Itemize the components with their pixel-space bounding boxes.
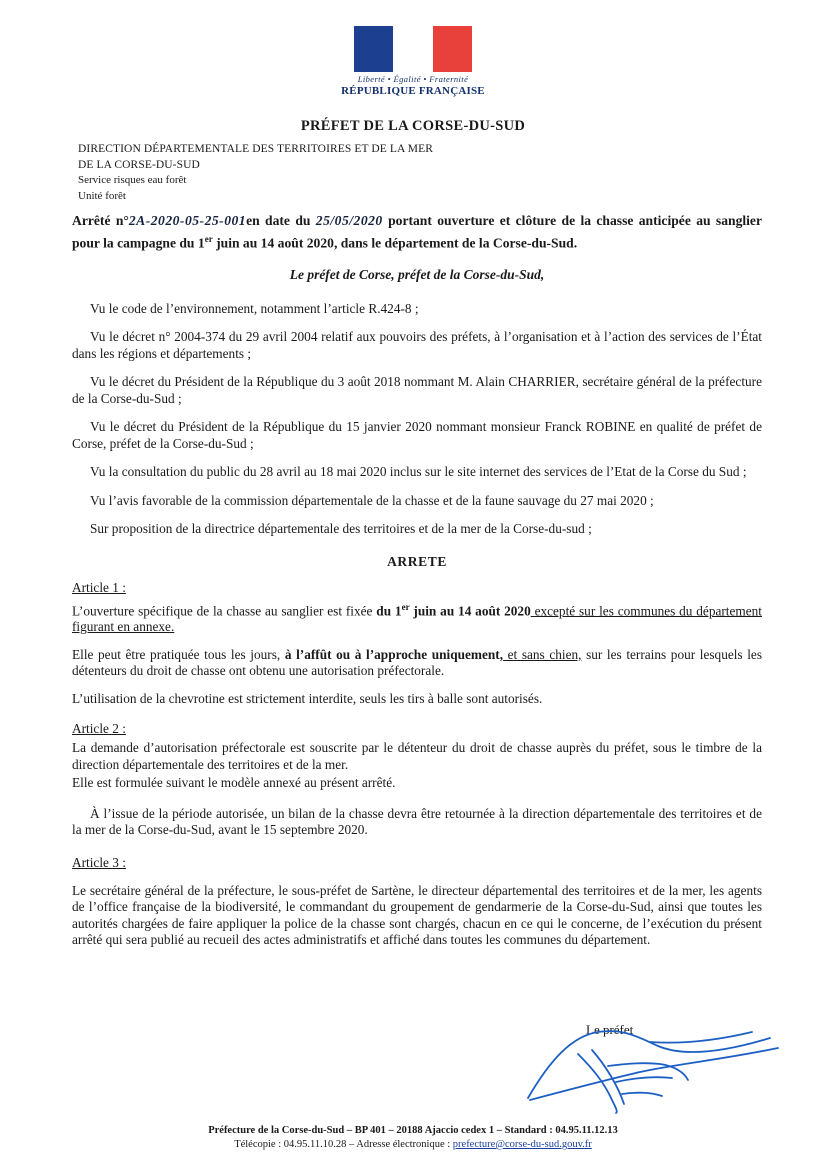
republic-logo (0, 26, 826, 97)
article-2-title: Article 2 : (72, 721, 126, 737)
direction-line-4: Unité forêt (78, 189, 126, 202)
arrete-object-sup: er (204, 234, 213, 244)
vu-item: Vu le décret du Président de la République du 3 août 2018 nommant M. Alain CHARRIER, secrétaire général de la préfecture de la Corse-du-Sud ; (72, 374, 762, 406)
article-3-title: Article 3 : (72, 854, 126, 870)
article-1-p2-end: sur les terrains pour lesquels les détenteurs du droit de chasse ont obtenu une autorisation préfectorale. (72, 646, 762, 679)
arrete-object: portant ouverture et clôture de la chasse anticipée au sanglier pour la campagne du 1 (72, 213, 762, 251)
republique-francaise-text: RÉPUBLIQUE FRANÇAISE (341, 85, 485, 97)
arrete-date-prefix: en date du (246, 213, 311, 228)
vu-item: Vu le décret n° 2004-374 du 29 avril 2004 relatif aux pouvoirs des préfets, à l’organisation et à l’action des services de l’État dans les régions et départements ; (72, 329, 762, 361)
article-2-paragraph-1: La demande d’autorisation préfectorale est souscrite par le détenteur du droit de chasse auprès du préfet, sous le timbre de la direction départementale des territoires et de la mer. (72, 740, 762, 772)
arrete-date-handwritten: 25/05/2020 (315, 213, 383, 228)
arrete-object-end: juin au 14 août 2020, dans le département de la Corse-du-Sud. (212, 235, 578, 251)
document-subtitle: Le préfet de Corse, préfet de la Corse-du-Sud, (289, 266, 545, 282)
vu-item: Vu le décret du Président de la République du 15 janvier 2020 nommant monsieur Franck ROBINE en qualité de préfet de Corse, préfet de la Corse-du-Sud ; (72, 419, 762, 451)
article-3-paragraph-1: Le secrétaire général de la préfecture, le sous-préfet de Sartène, le directeur départemental des territoires et de la mer, les agents de l’office française de la biodiversité, le commandant du groupement de gendarmerie de la Corse-du-Sud, ainsi que toutes les autorités chargées de faire appliquer la police de la chasse sont chargés, chacun en ce qui le concerne, de l’exécution du présent arrêté qui sera publié au recueil des actes administratifs et affiché dans toutes les communes du département. (72, 882, 762, 948)
arrete-prefix: Arrêté n° (72, 213, 129, 228)
article-1-p2-underlined: et sans chien, (503, 646, 582, 662)
article-1-p1-lead: L’ouverture spécifique de la chasse au sanglier est fixée (72, 602, 377, 618)
signature-label: Le préfet (586, 1022, 634, 1037)
prefet-title: PRÉFET DE LA CORSE-DU-SUD (300, 118, 526, 134)
handwritten-signature (520, 1020, 790, 1115)
vu-item: Vu le code de l’environnement, notamment l’article R.424-8 ; (90, 300, 419, 316)
direction-block (78, 142, 433, 204)
article-2-paragraph-3: À l’issue de la période autorisée, un bilan de la chasse devra être retournée à la direction départementale des territoires et de la mer de la Corse-du-Sud, avant le 15 septembre 2020. (72, 805, 762, 838)
devise-text: Liberté • Égalité • Fraternité (357, 74, 469, 84)
article-1-p1-bold-sup: er (401, 601, 410, 612)
article-1-title: Article 1 : (72, 579, 126, 595)
article-1-paragraph-2 (72, 647, 762, 680)
vu-item: Vu la consultation du public du 28 avril au 18 mai 2020 inclus sur le site internet des services de l’Etat de la Corse du Sud ; (90, 464, 747, 480)
french-flag-icon (354, 26, 472, 72)
document-footer (0, 1124, 826, 1152)
article-1-paragraph-3: L’utilisation de la chevrotine est strictement interdite, seuls les tirs à balle sont autorisés. (72, 690, 543, 706)
article-1-p1-underlined: excepté sur les communes du département figurant en annexe. (72, 602, 762, 635)
article-1-paragraph-1 (72, 599, 762, 636)
vu-item: Vu l’avis favorable de la commission départementale de la chasse et de la faune sauvage du 27 mai 2020 ; (90, 492, 654, 508)
arrete-reference-line (72, 212, 762, 253)
vu-item: Sur proposition de la directrice départementale des territoires et de la mer de la Corse-du-sud ; (90, 521, 592, 537)
direction-line-3: Service risques eau forêt (78, 174, 187, 186)
direction-line-1: DIRECTION DÉPARTEMENTALE DES TERRITOIRES ET DE LA MER (78, 143, 433, 155)
article-1-p1-bold-end: juin au 14 août 2020 (409, 602, 531, 618)
footer-email-link[interactable]: prefecture@corse-du-sud.gouv.fr (452, 1139, 592, 1150)
footer-line-2 (0, 1138, 826, 1152)
direction-line-2: DE LA CORSE-DU-SUD (78, 158, 200, 171)
document-body (72, 212, 762, 960)
arrete-number-handwritten: 2A-2020-05-25-001 (128, 213, 247, 228)
footer-line-2-prefix: Télécopie : 04.95.11.10.28 – Adresse électronique : (234, 1139, 453, 1150)
article-2-paragraph-2: Elle est formulée suivant le modèle annexé au présent arrêté. (72, 775, 396, 791)
article-1-p2-bold: à l’affût ou à l’approche uniquement, (284, 646, 504, 662)
article-1-p1-bold: du 1 (376, 602, 402, 618)
article-1-p2-lead: Elle peut être pratiquée tous les jours, (72, 646, 285, 662)
arrete-heading: ARRETE (387, 553, 447, 569)
footer-line-1: Préfecture de la Corse-du-Sud – BP 401 – 20188 Ajaccio cedex 1 – Standard : 04.95.11.12.13 (208, 1125, 618, 1136)
